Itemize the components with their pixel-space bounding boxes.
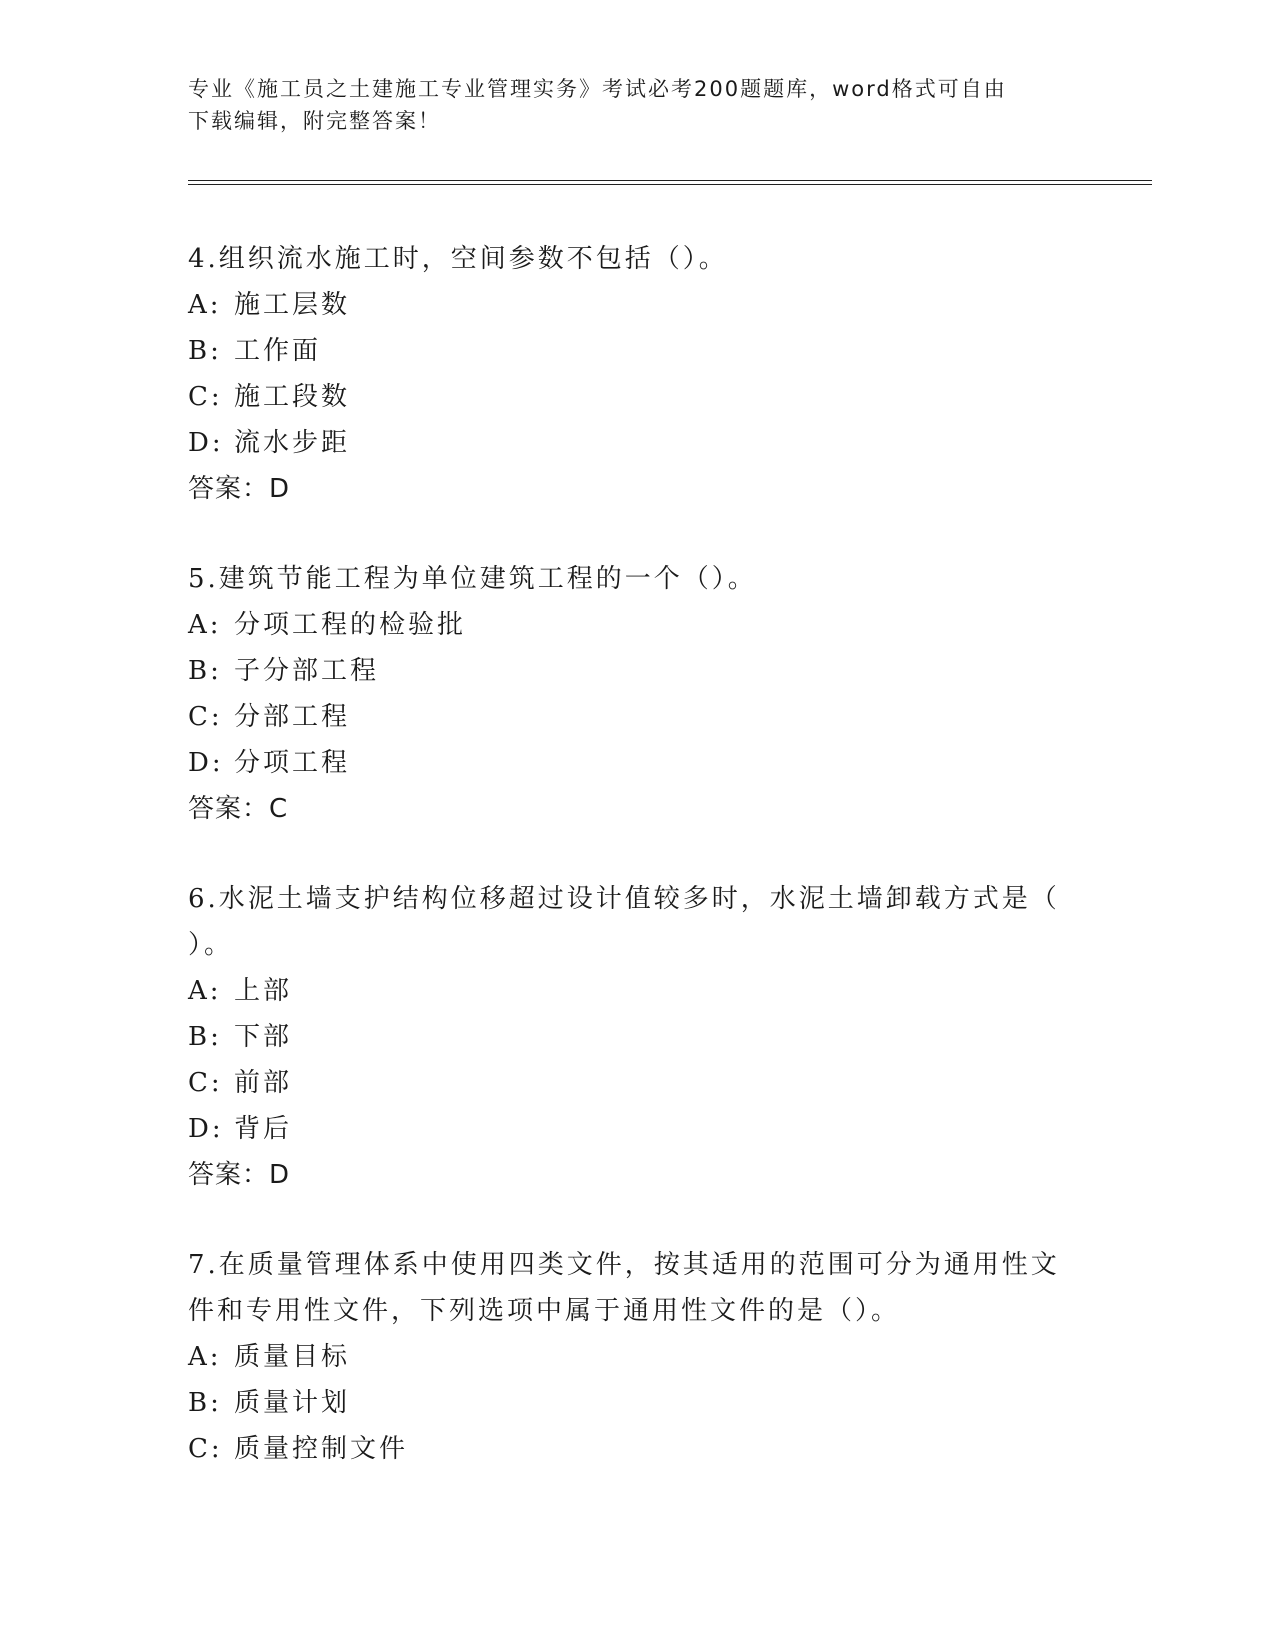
option-key: B: (188, 1022, 222, 1052)
question-4 (188, 236, 1068, 512)
option-b (188, 1014, 1068, 1060)
option-key: B: (188, 336, 222, 366)
option-b (188, 328, 1068, 374)
question-stem: 7.在质量管理体系中使用四类文件，按其适用的范围可分为通用性文件和专用性文件，下列选项中属于通用性文件的是（）。 (188, 1250, 1060, 1326)
header-title-line-1: 专业《施工员之土建施工专业管理实务》考试必考200题题库，word格式可自由 (188, 77, 1007, 101)
option-a (188, 602, 1068, 648)
option-key: A: (188, 976, 222, 1006)
option-key: D: (188, 428, 224, 458)
option-c (188, 1426, 1068, 1472)
answer-label: 答案：D (188, 474, 291, 504)
option-key: B: (188, 1388, 222, 1418)
option-key: A: (188, 1342, 222, 1372)
question-stem: 5.建筑节能工程为单位建筑工程的一个（）。 (188, 564, 757, 594)
option-text: 背后 (234, 1114, 293, 1144)
document-header (188, 73, 1068, 137)
option-text: 分项工程 (234, 748, 351, 778)
option-key: B: (188, 656, 222, 686)
option-text: 前部 (234, 1068, 293, 1098)
option-text: 流水步距 (234, 428, 351, 458)
option-d (188, 420, 1068, 466)
option-text: 质量计划 (234, 1388, 351, 1418)
option-text: 质量控制文件 (234, 1434, 409, 1464)
header-title-line-2: 下载编辑，附完整答案！ (188, 109, 441, 133)
header-divider-top (188, 180, 1152, 181)
question-stem: 4.组织流水施工时，空间参数不包括（）。 (188, 244, 728, 274)
option-key: C: (188, 1434, 223, 1464)
option-key: A: (188, 610, 222, 640)
option-text: 分项工程的检验批 (234, 610, 467, 640)
option-text: 下部 (234, 1022, 293, 1052)
option-d (188, 740, 1068, 786)
option-key: A: (188, 290, 222, 320)
option-b (188, 1380, 1068, 1426)
option-key: D: (188, 1114, 224, 1144)
option-a (188, 282, 1068, 328)
option-text: 子分部工程 (234, 656, 380, 686)
option-c (188, 1060, 1068, 1106)
question-5 (188, 556, 1068, 832)
option-key: C: (188, 1068, 223, 1098)
option-a (188, 968, 1068, 1014)
question-6 (188, 876, 1068, 1198)
option-key: C: (188, 382, 223, 412)
option-text: 工作面 (234, 336, 322, 366)
option-c (188, 694, 1068, 740)
option-c (188, 374, 1068, 420)
option-key: D: (188, 748, 224, 778)
option-text: 施工段数 (234, 382, 351, 412)
header-divider-bottom (188, 184, 1152, 185)
option-key: C: (188, 702, 223, 732)
question-list (188, 236, 1068, 1516)
option-text: 质量目标 (234, 1342, 351, 1372)
question-stem: 6.水泥土墙支护结构位移超过设计值较多时，水泥土墙卸载方式是（ ）。 (188, 884, 1060, 960)
option-a (188, 1334, 1068, 1380)
answer-label: 答案：C (188, 794, 289, 824)
option-text: 上部 (234, 976, 293, 1006)
option-b (188, 648, 1068, 694)
option-d (188, 1106, 1068, 1152)
question-7 (188, 1242, 1068, 1472)
option-text: 施工层数 (234, 290, 351, 320)
answer-label: 答案：D (188, 1160, 291, 1190)
option-text: 分部工程 (234, 702, 351, 732)
